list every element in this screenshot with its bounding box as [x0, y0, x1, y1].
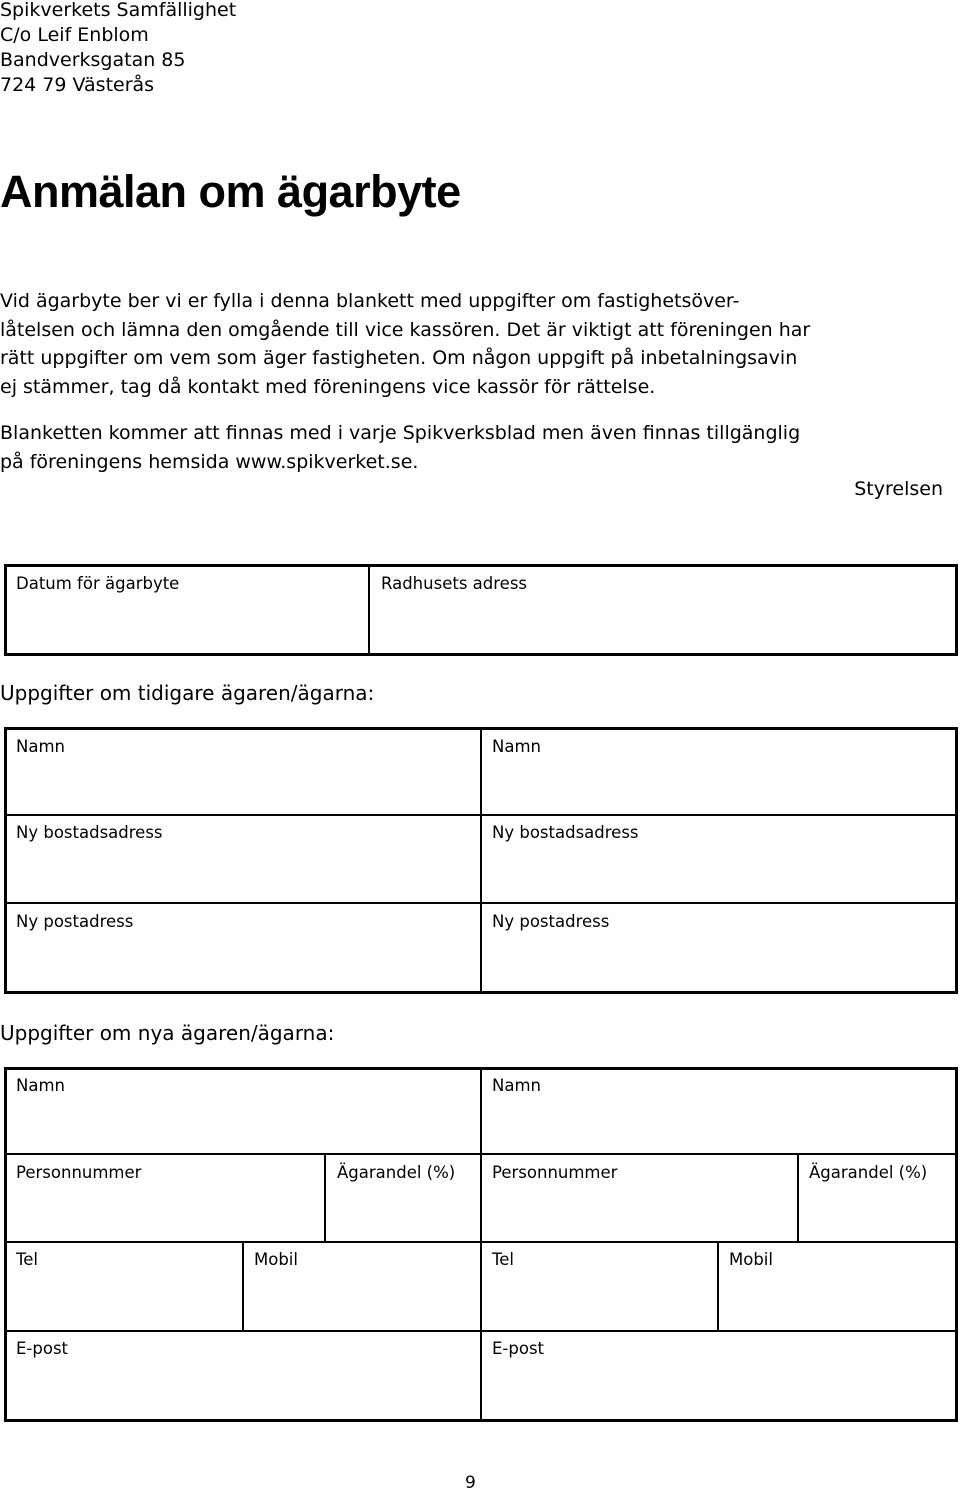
form-divider [797, 1155, 799, 1241]
new-owner-heading: Uppgifter om nya ägaren/ägarna: [0, 1021, 335, 1045]
intro-paragraph [0, 287, 950, 401]
form-divider [368, 566, 370, 654]
previous-owner-heading: Uppgifter om tidigare ägaren/ägarna: [0, 681, 375, 705]
address-line-street: Bandverksgatan 85 [0, 49, 186, 71]
info-line: Blanketten kommer att finnas med i varje Spikverksblad men även finnas tillgänglig [0, 422, 801, 444]
signature: Styrelsen [854, 478, 943, 500]
property-address-field[interactable]: Radhusets adress [381, 574, 528, 593]
intro-line: Vid ägarbyte ber vi er fylla i denna blankett med uppgifter om fastighetsöver- [0, 290, 740, 312]
page-number: 9 [465, 1473, 476, 1493]
phone-field[interactable]: Tel [492, 1250, 515, 1269]
form-divider [6, 814, 956, 816]
form-divider [480, 729, 482, 992]
mobile-field[interactable]: Mobil [254, 1250, 298, 1269]
form-divider [6, 902, 956, 904]
new-owner-name-field[interactable]: Namn [16, 1076, 65, 1095]
intro-line: låtelsen och lämna den omgående till vice kassören. Det är viktigt att föreningen har [0, 318, 811, 341]
form-divider [717, 1243, 719, 1330]
phone-field[interactable]: Tel [16, 1250, 39, 1269]
intro-line: rätt uppgifter om vem som äger fastigheten. Om någon uppgift på inbetalningsavin [0, 347, 798, 369]
email-field[interactable]: E-post [16, 1339, 69, 1358]
ownership-share-field[interactable]: Ägarandel (%) [809, 1163, 928, 1182]
form-divider [480, 1069, 482, 1420]
page-title: Anmälan om ägarbyte [0, 166, 461, 217]
previous-owner-address-field[interactable]: Ny bostadsadress [16, 823, 163, 842]
address-line-co: C/o Leif Enblom [0, 24, 149, 46]
email-field[interactable]: E-post [492, 1339, 545, 1358]
previous-owner-postal-field[interactable]: Ny postadress [492, 912, 610, 931]
form-divider [324, 1155, 326, 1241]
form-divider [6, 1153, 956, 1155]
mobile-field[interactable]: Mobil [729, 1250, 773, 1269]
personal-number-field[interactable]: Personnummer [16, 1163, 142, 1182]
previous-owner-name-field[interactable]: Namn [492, 737, 541, 756]
date-field[interactable]: Datum för ägarbyte [16, 574, 180, 593]
intro-line: ej stämmer, tag då kontakt med föreningens vice kassör för rättelse. [0, 375, 656, 398]
address-line-association: Spikverkets Samfällighet [0, 0, 237, 21]
previous-owner-name-field[interactable]: Namn [16, 737, 65, 756]
personal-number-field[interactable]: Personnummer [492, 1163, 618, 1182]
form-divider [6, 1241, 956, 1243]
previous-owner-address-field[interactable]: Ny bostadsadress [492, 823, 639, 842]
info-line: på föreningens hemsida www.spikverket.se. [0, 450, 419, 473]
new-owner-name-field[interactable]: Namn [492, 1076, 541, 1095]
form-divider [242, 1243, 244, 1330]
info-paragraph [0, 419, 950, 476]
sender-address [0, 0, 236, 98]
ownership-share-field[interactable]: Ägarandel (%) [337, 1163, 456, 1182]
form-divider [6, 1330, 956, 1332]
address-line-city: 724 79 Västerås [0, 74, 155, 96]
previous-owner-postal-field[interactable]: Ny postadress [16, 912, 134, 931]
